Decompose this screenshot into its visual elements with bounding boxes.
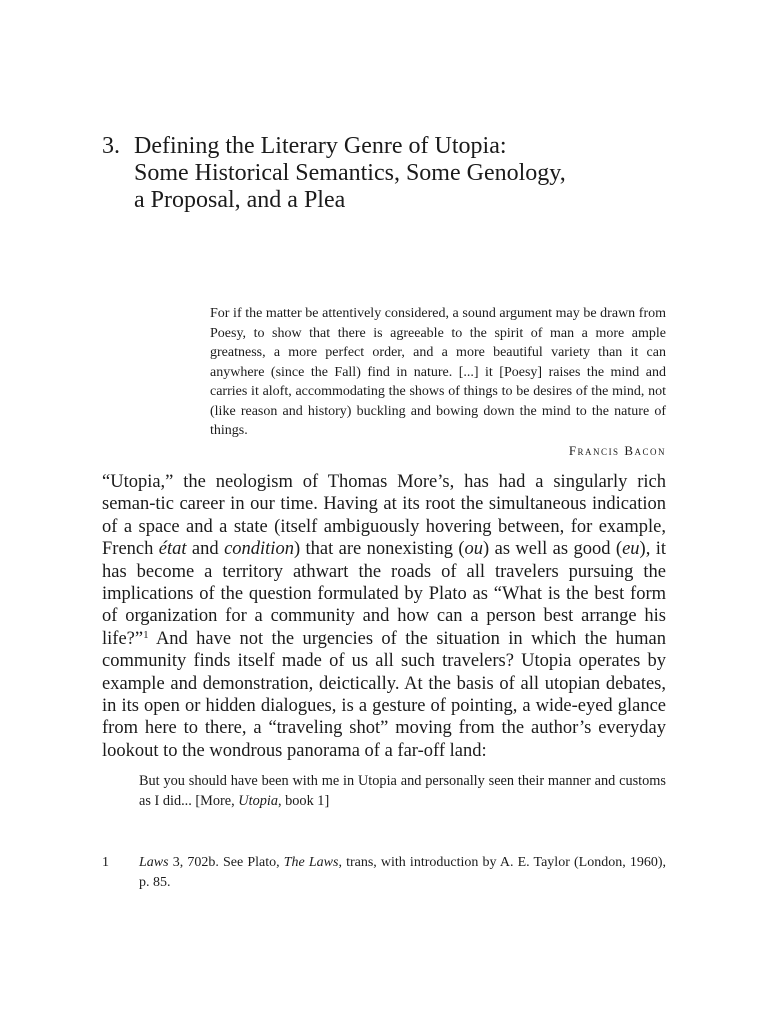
body-text-segment: “Utopia,” the neologism of Thomas More’s, has had a singularly rich seman-tic career in our time. Having at its root the simultaneous indication of a space and a state (itself ambiguously hovering between, for example, French	[102, 472, 666, 560]
body-text-segment: ), it has become a territory athwart the roads of all travelers pursuing the implications of the question formulated by Plato as “What is the best form of organization for a community and how can a person best arrange his life?”	[102, 539, 666, 649]
block-quote-text: But you should have been with me in Utopia and personally seen their manner and customs as I did... [More,	[139, 773, 666, 809]
epigraph-attribution: Francis Bacon	[568, 442, 666, 458]
footnote-italic: The Laws	[283, 855, 339, 870]
body-text-segment: ) as well as good (	[483, 539, 623, 560]
body-italic-term: condition	[224, 539, 294, 560]
footnote-text	[139, 853, 666, 892]
body-paragraph	[102, 471, 666, 762]
body-italic-term: ou	[464, 539, 484, 560]
block-quote-text: , book 1]	[277, 792, 330, 809]
body-text-segment: And have not the urgencies of the situation in which the human community finds itself made of us all such travelers? Utopia operates by example and demonstration, deictically. At the basis of all utopian debates, in its open or hidden dialogues, is a gesture of pointing, a wide-eyed glance from here to there, a “traveling shot” moving from the author’s everyday lookout to the wondrous panorama of a far-off land:	[102, 628, 666, 761]
body-italic-term: état	[158, 539, 187, 560]
chapter-number: 3.	[102, 133, 120, 159]
block-quote	[139, 772, 666, 811]
chapter-title-line: a Proposal, and a Plea	[134, 187, 346, 213]
body-italic-term: eu	[622, 539, 640, 560]
footnote-text-segment: , trans, with introduction by A. E. Taylor (London, 1960), p. 85.	[139, 855, 667, 890]
footnote-italic: Laws	[139, 855, 169, 870]
epigraph-text: For if the matter be attentively considered, a sound argument may be drawn from Poesy, to show that there is agreeable to the spirit of man a more ample greatness, a more perfect order, and a more beautiful variety than it can anywhere (since the Fall) find in nature. [...] it [Poesy] raises the mind and carries it aloft, accommodating the shows of things to be desires of the mind, not (like reason and history) buckling and bowing down the mind to the nature of things.	[210, 306, 666, 438]
footnote-number: 1	[102, 855, 109, 870]
epigraph	[210, 304, 666, 460]
chapter-title	[134, 133, 614, 214]
chapter-title-line: Defining the Literary Genre of Utopia:	[134, 133, 507, 159]
block-quote-italic: Utopia	[238, 792, 278, 809]
chapter-title-line: Some Historical Semantics, Some Genology,	[134, 160, 566, 186]
body-text-segment: and	[186, 539, 225, 560]
body-text-segment: ) that are nonexisting (	[293, 539, 465, 560]
footnote-reference[interactable]: 1	[143, 628, 149, 641]
footnote-text-segment: 3, 702b. See Plato,	[168, 855, 284, 870]
